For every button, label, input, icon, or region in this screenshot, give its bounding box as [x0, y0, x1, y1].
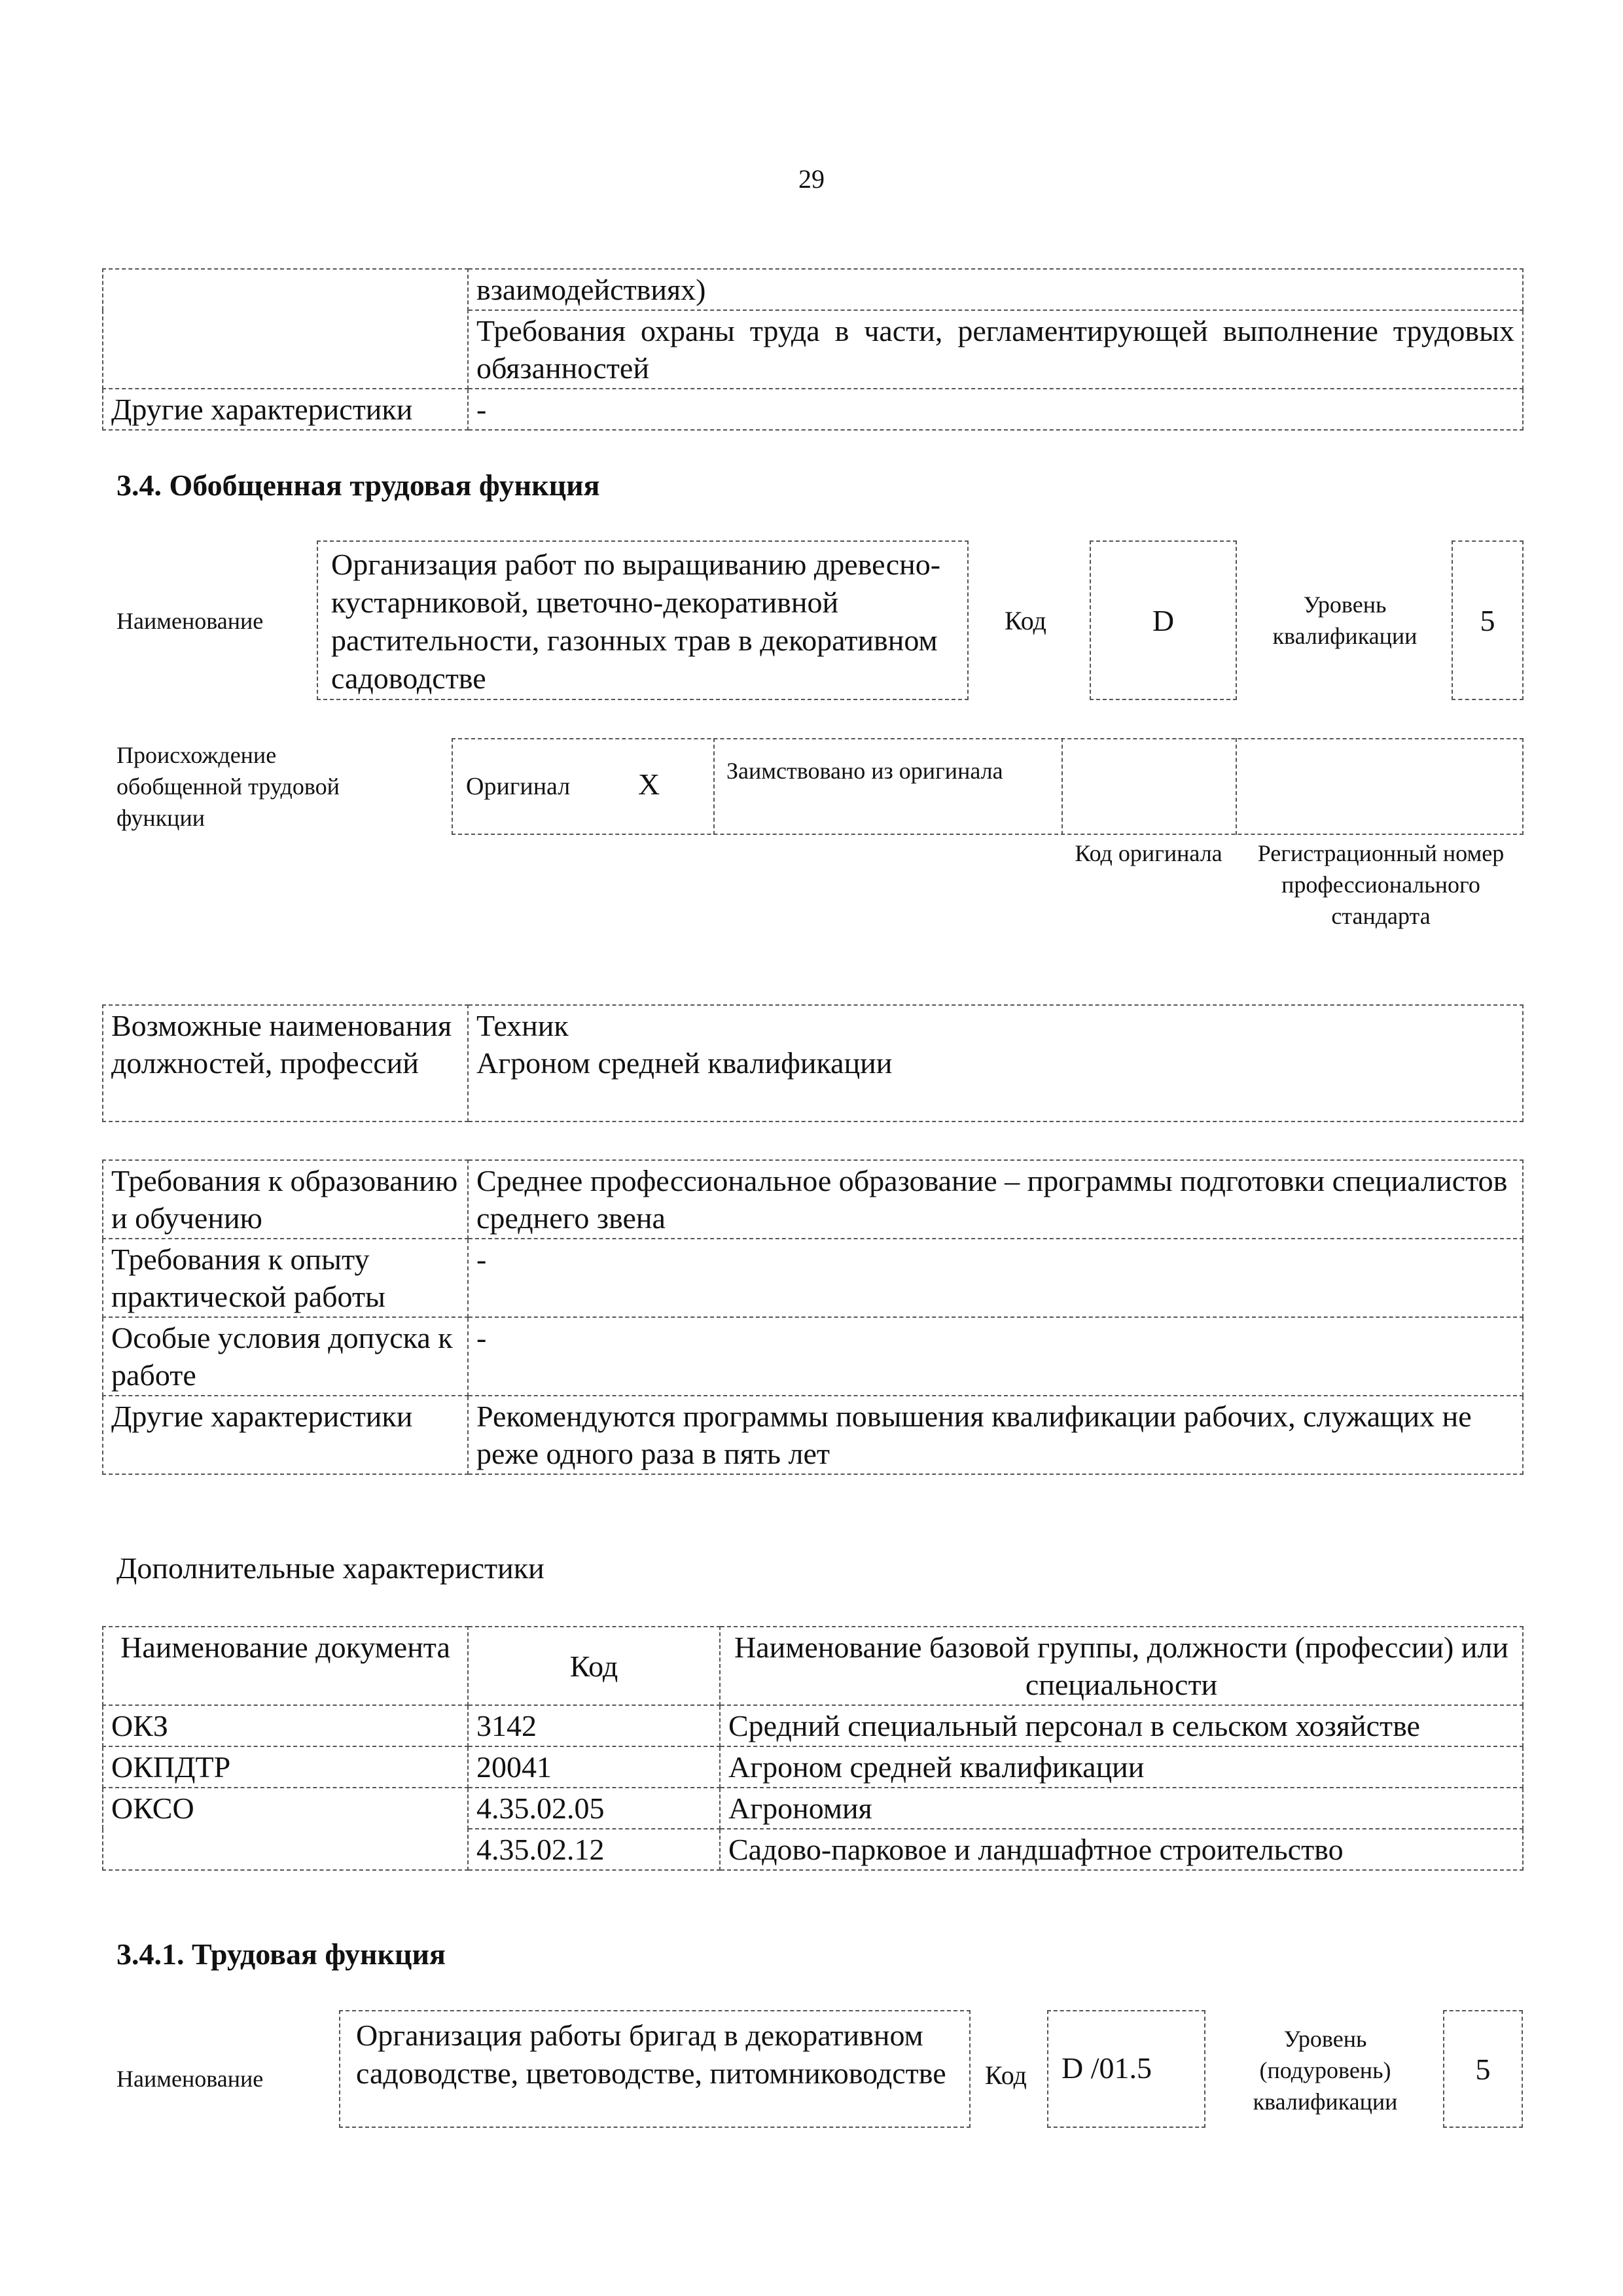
name-cell: Агрономия — [720, 1788, 1523, 1829]
tf-level-value: 5 — [1475, 2052, 1491, 2086]
original-label: Оригинал — [466, 773, 571, 800]
code-cell: 20041 — [468, 1746, 720, 1788]
code-cell: 4.35.02.05 — [468, 1788, 720, 1829]
borrowed-label: Заимствовано из оригинала — [726, 758, 1003, 784]
doc-cell: ОКСО — [103, 1788, 468, 1870]
gtf-name-box — [317, 540, 969, 700]
origin-divider — [1236, 738, 1237, 835]
table-row — [103, 1746, 1523, 1788]
top-table-cell-left: Другие характеристики — [103, 389, 468, 430]
position-item: Агроном средней квалификации — [476, 1046, 893, 1080]
table-row — [103, 1705, 1523, 1746]
table-header-row — [103, 1627, 1523, 1705]
table-row — [103, 1788, 1523, 1829]
reg-number-caption: Регистрационный номер профессионального стандарта — [1257, 840, 1505, 929]
top-table-cell-right: - — [468, 389, 1523, 430]
origin-label: Происхождение обобщенной трудовой функции — [116, 742, 340, 831]
additional-heading: Дополнительные характеристики — [116, 1551, 544, 1585]
top-table-cell-right: Требования охраны труда в части, регламентирующей выполнение трудовых обязанностей — [468, 310, 1523, 389]
origin-divider — [1061, 738, 1063, 835]
requirement-label: Требования к опыту практической работы — [103, 1239, 468, 1317]
positions-table — [102, 1004, 1524, 1122]
level-label: Уровень квалификации — [1272, 592, 1418, 649]
name-label: Наименование — [116, 2066, 264, 2092]
table-row — [103, 1239, 1523, 1317]
code-cell: 3142 — [468, 1705, 720, 1746]
gtf-code-box — [1090, 540, 1237, 700]
doc-cell: ОКЗ — [103, 1705, 468, 1746]
table-row — [103, 1317, 1523, 1396]
tf-code-box — [1047, 2010, 1205, 2128]
level-label: Уровень (подуровень) квалификации — [1253, 2026, 1398, 2115]
requirements-table — [102, 1159, 1524, 1475]
top-table — [102, 268, 1524, 431]
code-label: Код — [1005, 606, 1046, 635]
requirement-value: - — [468, 1239, 1523, 1317]
table-row — [103, 269, 1523, 310]
name-cell: Агроном средней квалификации — [720, 1746, 1523, 1788]
table-row — [103, 389, 1523, 430]
section-heading-3-4-1: 3.4.1. Трудовая функция — [116, 1937, 446, 1971]
requirement-label: Другие характеристики — [103, 1396, 468, 1474]
table-row — [103, 1396, 1523, 1474]
position-item: Техник — [476, 1009, 569, 1042]
top-table-cell-left — [103, 269, 468, 389]
gtf-code-value: D — [1152, 603, 1175, 637]
requirement-label: Особые условия допуска к работе — [103, 1317, 468, 1396]
requirement-value: - — [468, 1317, 1523, 1396]
tf-name-box — [339, 2010, 971, 2128]
column-header: Наименование документа — [103, 1627, 468, 1705]
code-label: Код — [985, 2060, 1027, 2090]
origin-table — [452, 738, 1524, 835]
page-number: 29 — [798, 164, 825, 194]
positions-label: Возможные наименования должностей, профессий — [103, 1005, 468, 1122]
code-cell: 4.35.02.12 — [468, 1829, 720, 1870]
origin-divider — [713, 738, 715, 835]
table-row — [103, 1160, 1523, 1239]
table-row — [103, 1005, 1523, 1122]
tf-name-value: Организация работы бригад в декоративном садоводстве, цветоводстве, питомниководстве — [356, 2019, 946, 2090]
column-header: Наименование базовой группы, должности (профессии) или специальности — [720, 1627, 1523, 1705]
original-mark: X — [638, 768, 660, 801]
column-header: Код — [468, 1627, 720, 1705]
gtf-name-value: Организация работ по выращиванию древесно-кустарниковой, цветочно-декоративной растительности, газонных трав в декоративном садоводстве — [331, 548, 941, 695]
requirement-value: Среднее профессиональное образование – программы подготовки специалистов среднего звена — [468, 1160, 1523, 1239]
requirement-value: Рекомендуются программы повышения квалификации рабочих, служащих не реже одного раза в пять лет — [468, 1396, 1523, 1474]
gtf-level-box — [1452, 540, 1524, 700]
requirement-label: Требования к образованию и обучению — [103, 1160, 468, 1239]
positions-values — [468, 1005, 1523, 1122]
additional-table — [102, 1626, 1524, 1871]
top-table-cell-right: взаимодействиях) — [468, 269, 1523, 310]
name-cell: Садово-парковое и ландшафтное строительство — [720, 1829, 1523, 1870]
tf-code-value: D /01.5 — [1061, 2051, 1152, 2085]
tf-level-box — [1443, 2010, 1523, 2128]
name-cell: Средний специальный персонал в сельском хозяйстве — [720, 1705, 1523, 1746]
gtf-level-value: 5 — [1480, 603, 1495, 637]
name-label: Наименование — [116, 608, 264, 634]
doc-cell: ОКПДТР — [103, 1746, 468, 1788]
origin-code-caption: Код оригинала — [1075, 840, 1222, 866]
section-heading-3-4: 3.4. Обобщенная трудовая функция — [116, 468, 600, 502]
